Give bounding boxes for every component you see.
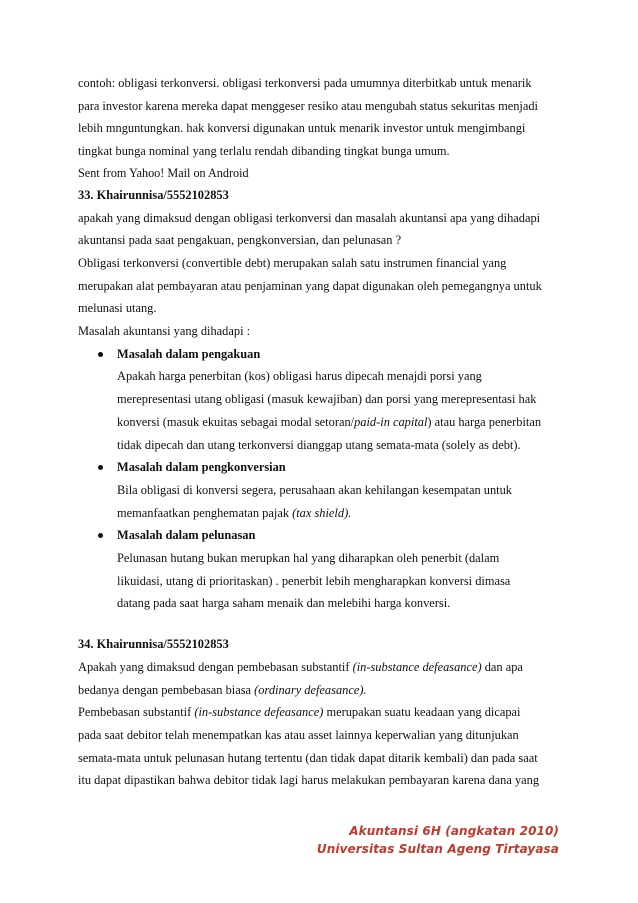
q33-question-line-2: akuntansi pada saat pengakuan, pengkonversian, dan pelunasan ? <box>78 233 402 248</box>
q33-author: . Khairunnisa/5552102853 <box>90 187 229 202</box>
item-line <box>117 411 568 434</box>
intro-line-1: contoh: obligasi terkonversi. obligasi terkonversi pada umumnya diterbitkab untuk menarik <box>78 76 532 90</box>
q33-answer-line-2: merupakan alat pembayaran atau penjaminan yang dapat digunakan oleh pemegangnya untuk <box>78 278 542 293</box>
q34-answer-line-2: pada saat debitor telah menempatkan kas atau asset lainnya keperwalian yang ditunjukan <box>78 727 519 742</box>
q34-answer-line-4: itu dapat dipastikan bahwa debitor tidak lagi harus melakukan pembayaran karena dana yang <box>78 773 540 788</box>
q34-text: dan apa <box>481 659 523 674</box>
q33-heading <box>78 184 568 207</box>
page-footer <box>317 822 559 858</box>
document-page <box>78 72 568 792</box>
q33-answer-line-3: melunasi utang. <box>78 301 157 316</box>
item-line: datang pada saat harga saham menaik dan melebihi harga konversi. <box>117 596 451 611</box>
item-line <box>117 502 568 525</box>
q34-text: Apakah yang dimaksud dengan pembebasan substantif <box>78 659 353 674</box>
q34-italic-text: (in-substance defeasance) <box>352 659 482 674</box>
q33-question-line-1: apakah yang dimaksud dengan obligasi terkonversi dan masalah akuntansi apa yang dihadapi <box>78 210 541 225</box>
q34-italic-text: (in-substance defeasance) <box>194 705 324 720</box>
item-line: tidak dipecah dan utang terkonversi dianggap utang semata-mata (solely as debt). <box>117 437 521 452</box>
item-line: Apakah harga penerbitan (kos) obligasi harus dipecah menajdi porsi yang <box>117 369 482 384</box>
item-title: Masalah dalam pengakuan <box>117 346 261 361</box>
q34-question-line-2 <box>78 679 568 702</box>
footer-line-2: Universitas Sultan Ageng Tirtayasa <box>316 842 559 856</box>
q34-author: . Khairunnisa/5552102853 <box>90 637 229 652</box>
item-italic-text: (tax shield). <box>292 505 352 520</box>
list-item <box>78 343 568 457</box>
sent-from-line: Sent from Yahoo! Mail on Android <box>78 165 249 180</box>
q34-answer-line-1 <box>78 701 568 724</box>
q33-number: 33 <box>78 187 91 202</box>
list-item <box>78 524 568 615</box>
q33-problems-intro: Masalah akuntansi yang dihadapi : <box>78 324 251 339</box>
item-line: likuidasi, utang di prioritaskan) . penerbit lebih mengharapkan konversi dimasa <box>117 573 511 588</box>
item-line: merepresentasi utang obligasi (masuk kewajiban) dan porsi yang merepresentasi hak <box>117 392 537 407</box>
item-text: konversi (masuk ekuitas sebagai modal setoran/ <box>117 414 355 429</box>
q34-heading <box>78 633 568 656</box>
section-gap <box>78 615 568 633</box>
q34-question-line-1 <box>78 656 568 679</box>
q34-answer-line-3: semata-mata untuk pelunasan hutang tertentu (dan tidak dapat ditarik kembali) dan pada saat <box>78 750 538 765</box>
item-title: Masalah dalam pelunasan <box>117 528 256 543</box>
intro-line-3: lebih mnguntungkan. hak konversi digunakan untuk menarik investor untuk mengimbangi <box>78 121 526 136</box>
q34-text: merupakan suatu keadaan yang dicapai <box>323 705 521 720</box>
q34-number: 34 <box>78 637 91 652</box>
item-line: Pelunasan hutang bukan merupkan hal yang diharapkan oleh penerbit (dalam <box>117 551 500 566</box>
q33-answer-line-1: Obligasi terkonversi (convertible debt) merupakan salah satu instrumen financial yang <box>78 255 507 270</box>
q34-text: bedanya dengan pembebasan biasa <box>78 682 255 697</box>
footer-line-1: Akuntansi 6H (angkatan 2010) <box>349 824 559 838</box>
bullet-icon <box>98 533 103 538</box>
bullet-icon <box>98 352 103 357</box>
item-text: ) atau harga penerbitan <box>427 414 542 429</box>
bullet-icon <box>98 465 103 470</box>
intro-line-2: para investor karena mereka dapat menggeser resiko atau mengubah status sekuritas menjadi <box>78 98 539 113</box>
intro-line-4: tingkat bunga nominal yang terlalu rendah dibanding tingkat bunga umum. <box>78 144 450 159</box>
problems-list <box>78 343 568 615</box>
item-text: memanfaatkan penghematan pajak <box>117 505 293 520</box>
q34-text: Pembebasan substantif <box>78 705 195 720</box>
list-item <box>78 456 568 524</box>
item-title: Masalah dalam pengkonversian <box>117 460 286 475</box>
item-italic-text: paid-in capital <box>354 414 428 429</box>
item-line: Bila obligasi di konversi segera, perusahaan akan kehilangan kesempatan untuk <box>117 482 512 497</box>
q34-italic-text: (ordinary defeasance). <box>254 682 367 697</box>
